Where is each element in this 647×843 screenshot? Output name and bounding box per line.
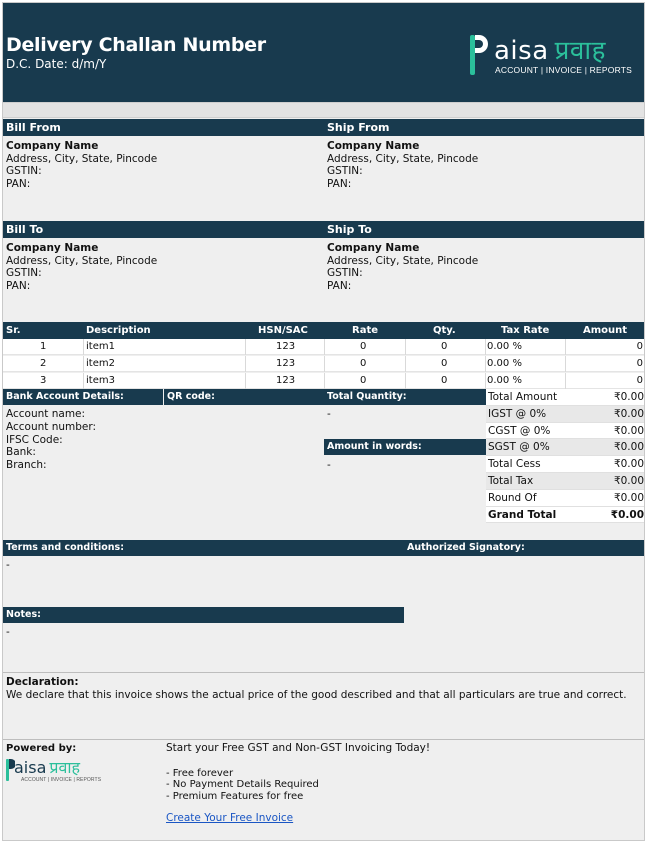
create-free-invoice-link[interactable]: Create Your Free Invoice xyxy=(166,812,294,824)
bill-to-gstin: GSTIN: xyxy=(6,267,42,280)
sgst-row: SGST @ 0% ₹0.00 xyxy=(486,439,645,456)
totals-summary xyxy=(486,389,645,523)
round-off-row: Round Of ₹0.00 xyxy=(486,490,645,507)
terms-heading: Terms and conditions: xyxy=(3,540,404,556)
footer-logo-word-latin: aisa xyxy=(14,758,47,777)
bill-from-gstin: GSTIN: xyxy=(6,165,42,178)
bill-to-heading: Bill To xyxy=(3,221,324,238)
declaration-heading: Declaration: xyxy=(6,676,79,688)
logo-p-mark-icon xyxy=(468,31,488,77)
bank-name: Bank: xyxy=(6,446,36,459)
row-rate: 0 xyxy=(360,375,367,386)
row-hsn: 123 xyxy=(276,341,296,352)
bill-to-pan: PAN: xyxy=(6,279,31,292)
notes-heading: Notes: xyxy=(3,607,404,623)
total-cess-row: Total Cess ₹0.00 xyxy=(486,456,645,473)
delivery-challan-document xyxy=(2,2,645,841)
bank-account-number: Account number: xyxy=(6,420,97,433)
col-header-sr: Sr. xyxy=(6,325,21,336)
bill-from-pan: PAN: xyxy=(6,177,31,190)
divider xyxy=(3,672,645,673)
items-table-header xyxy=(3,322,645,339)
bill-from-address: Address, City, State, Pincode xyxy=(6,152,158,165)
promo-lead: Start your Free GST and Non-GST Invoicing Today! xyxy=(166,742,431,754)
authorized-signatory-heading: Authorized Signatory: xyxy=(404,540,645,556)
row-tax-rate: 0.00 % xyxy=(487,341,522,352)
document-header xyxy=(3,3,645,102)
ship-from-heading: Ship From xyxy=(324,119,645,136)
cgst-row: CGST @ 0% ₹0.00 xyxy=(486,423,645,440)
divider xyxy=(3,739,645,740)
promo-bullet: - No Payment Details Required xyxy=(166,779,319,790)
logo-tagline: ACCOUNT | INVOICE | REPORTS xyxy=(495,65,633,75)
ship-to-pan: PAN: xyxy=(327,279,352,292)
igst-row: IGST @ 0% ₹0.00 xyxy=(486,406,645,423)
row-description: item2 xyxy=(86,358,115,369)
row-qty: 0 xyxy=(441,375,448,386)
col-header-description: Description xyxy=(86,325,151,336)
row-rate: 0 xyxy=(360,358,367,369)
logo-word-hindi: प्रवाह xyxy=(554,36,606,66)
row-tax-rate: 0.00 % xyxy=(487,375,522,386)
total-tax-row: Total Tax ₹0.00 xyxy=(486,473,645,490)
logo-word-latin: aisa xyxy=(494,36,549,66)
promo-bullet: - Premium Features for free xyxy=(166,790,304,802)
row-amount: 0 xyxy=(636,341,643,352)
powered-by-label: Powered by: xyxy=(6,743,77,754)
row-description: item1 xyxy=(86,341,115,352)
ship-to-company: Company Name xyxy=(327,242,420,254)
col-header-tax-rate: Tax Rate xyxy=(501,325,550,336)
ship-from-details xyxy=(327,140,478,190)
bill-to-company: Company Name xyxy=(6,242,99,254)
declaration-text: We declare that this invoice shows the actual price of the good described and that all particulars are true and correct. xyxy=(6,689,627,701)
row-hsn: 123 xyxy=(276,375,296,386)
table-row xyxy=(3,339,645,355)
row-amount: 0 xyxy=(636,375,643,386)
ship-from-company: Company Name xyxy=(327,140,420,152)
header-spacer xyxy=(3,102,645,118)
document-date: D.C. Date: d/m/Y xyxy=(6,57,107,71)
logo-wordmark xyxy=(494,31,606,67)
grand-total-row: Grand Total ₹0.00 xyxy=(486,507,645,524)
bank-details-heading: Bank Account Details: xyxy=(3,389,163,405)
row-qty: 0 xyxy=(441,341,448,352)
ship-to-gstin: GSTIN: xyxy=(327,267,363,280)
row-qty: 0 xyxy=(441,358,448,369)
footer-paisa-pravah-logo xyxy=(5,756,105,786)
promo-bullet: - Free forever xyxy=(166,767,234,779)
row-tax-rate: 0.00 % xyxy=(487,358,522,369)
bill-from-details xyxy=(6,140,157,190)
table-row xyxy=(3,373,645,389)
bank-branch: Branch: xyxy=(6,459,47,472)
ship-from-gstin: GSTIN: xyxy=(327,165,363,178)
row-amount: 0 xyxy=(636,358,643,369)
row-sr: 2 xyxy=(40,358,47,369)
ship-from-pan: PAN: xyxy=(327,177,352,190)
qr-code-heading: QR code: xyxy=(164,389,324,405)
ship-to-details xyxy=(327,242,478,292)
col-header-qty: Qty. xyxy=(433,325,456,336)
bank-ifsc: IFSC Code: xyxy=(6,433,63,446)
table-row xyxy=(3,356,645,372)
col-header-hsn: HSN/SAC xyxy=(258,325,308,336)
row-description: item3 xyxy=(86,375,115,386)
bill-to-details xyxy=(6,242,157,292)
amount-in-words-heading: Amount in words: xyxy=(324,439,486,455)
bill-from-heading: Bill From xyxy=(3,119,324,136)
footer-logo-wordmark xyxy=(14,756,80,778)
footer-logo-word-hindi: प्रवाह xyxy=(49,758,81,777)
bank-details xyxy=(6,408,96,472)
col-header-amount: Amount xyxy=(583,325,628,336)
row-hsn: 123 xyxy=(276,358,296,369)
row-rate: 0 xyxy=(360,341,367,352)
total-quantity-heading: Total Quantity: xyxy=(324,389,486,405)
total-amount-row: Total Amount ₹0.00 xyxy=(486,389,645,406)
terms-value: - xyxy=(6,559,10,571)
ship-to-heading: Ship To xyxy=(324,221,645,238)
row-sr: 1 xyxy=(40,341,47,352)
bill-to-address: Address, City, State, Pincode xyxy=(6,254,158,267)
promo-block xyxy=(166,743,430,825)
document-title: Delivery Challan Number xyxy=(6,34,266,56)
footer-logo-tagline: ACCOUNT | INVOICE | REPORTS xyxy=(21,777,102,783)
ship-to-address: Address, City, State, Pincode xyxy=(327,254,479,267)
bank-account-name: Account name: xyxy=(6,408,86,420)
total-quantity-value: - xyxy=(327,408,331,420)
col-header-rate: Rate xyxy=(352,325,379,336)
ship-from-address: Address, City, State, Pincode xyxy=(327,152,479,165)
notes-value: - xyxy=(6,626,10,638)
paisa-pravah-logo xyxy=(468,31,640,79)
bill-from-company: Company Name xyxy=(6,140,99,152)
row-sr: 3 xyxy=(40,375,47,386)
amount-in-words-value: - xyxy=(327,459,331,471)
